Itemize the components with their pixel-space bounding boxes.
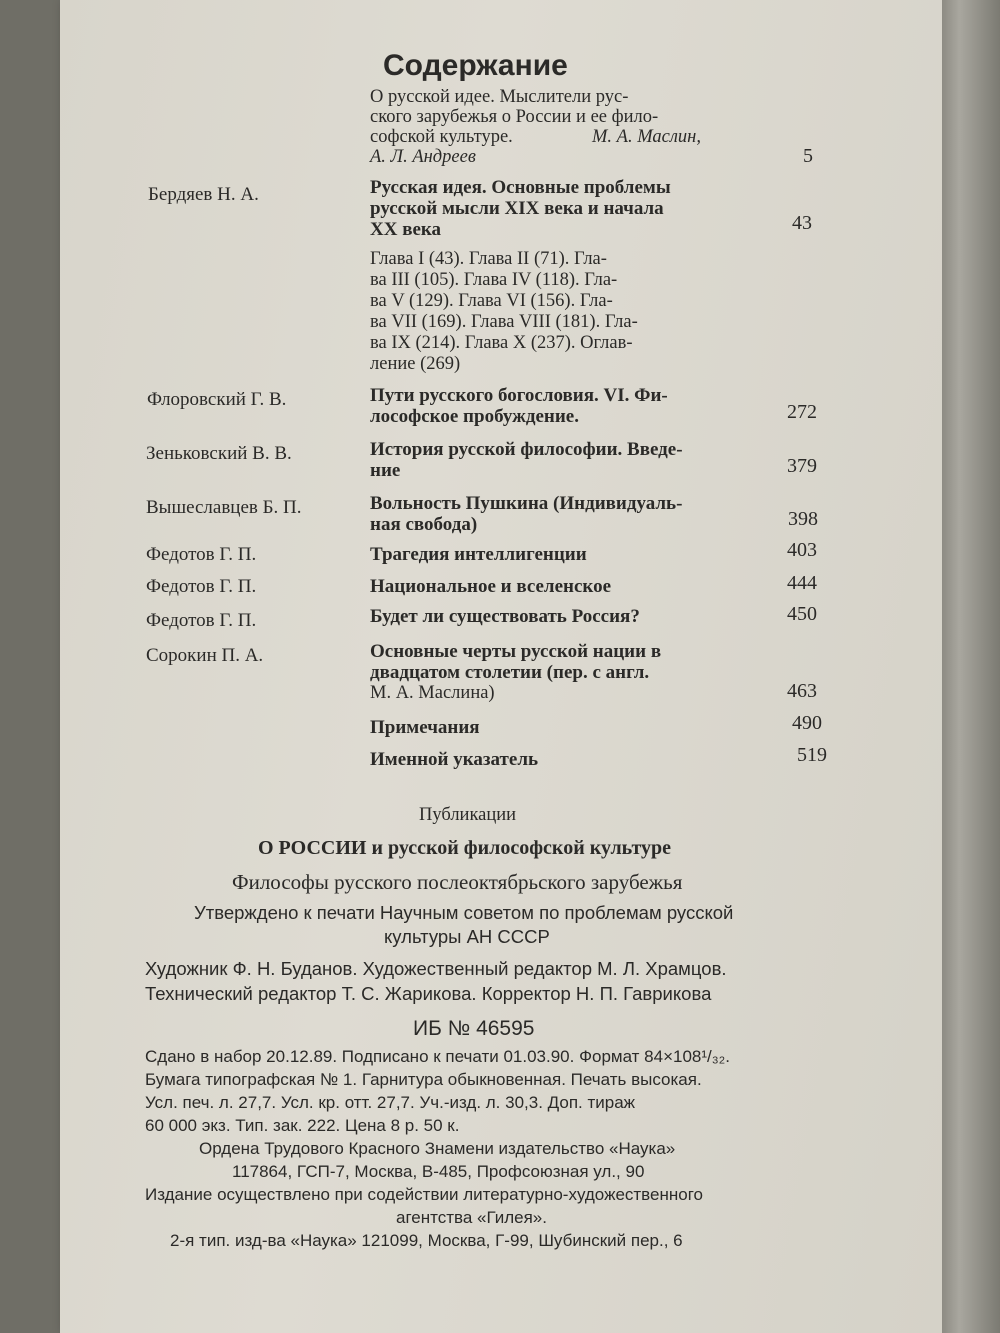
entry-title-line: ная свобода) — [370, 514, 478, 535]
entry-title-line: Будет ли существовать Россия? — [370, 606, 640, 627]
notes-entry: Примечания — [370, 717, 480, 738]
page-number: 5 — [803, 145, 813, 167]
page-title: Содержание — [383, 49, 568, 82]
entry-title-line: М. А. Маслина) — [370, 683, 495, 703]
entry-author: Флоровский Г. В. — [147, 389, 287, 410]
intro-line-1: О русской идее. Мыслители рус- — [370, 87, 629, 107]
entry-title-line: Вольность Пушкина (Индивидуаль- — [370, 493, 683, 514]
chapter-list-line: ва VII (169). Глава VIII (181). Гла- — [370, 312, 638, 332]
intro-line-2: ского зарубежья о России и ее фило- — [370, 107, 659, 127]
book-subtitle: Философы русского послеоктябрьского зарубежья — [232, 870, 683, 894]
staff-line: Художник Ф. Н. Буданов. Художественный редактор М. Л. Храмцов. — [145, 958, 727, 979]
chapter-list-line: ва V (129). Глава VI (156). Гла- — [370, 291, 613, 311]
staff-line: Технический редактор Т. С. Жарикова. Корректор Н. П. Гаврикова — [145, 983, 712, 1004]
chapter-list-line: ление (269) — [370, 354, 461, 374]
chapter-list-line: Глава I (43). Глава II (71). Гла- — [370, 249, 607, 269]
chapter-list-line: ва III (105). Глава IV (118). Гла- — [370, 270, 618, 290]
entry-title-line: Национальное и вселенское — [370, 576, 612, 597]
print-details-line: Бумага типографская № 1. Гарнитура обыкновенная. Печать высокая. — [145, 1070, 702, 1089]
intro-line-3: софской культуре. — [370, 127, 513, 147]
intro-authors: М. А. Маслин, — [592, 127, 701, 147]
publisher-line: Ордена Трудового Красного Знамени издательство «Наука» — [199, 1139, 676, 1158]
book-title: О РОССИИ и русской философской культуре — [258, 837, 672, 859]
intro-authors-2: А. Л. Андреев — [370, 147, 476, 167]
index-entry: Именной указатель — [370, 749, 539, 770]
entry-author: Вышеславцев Б. П. — [146, 497, 302, 518]
approval-line: культуры АН СССР — [384, 926, 550, 947]
series-label: Публикации — [419, 805, 517, 825]
entry-author: Федотов Г. П. — [146, 576, 257, 597]
entry-title-line: История русской философии. Введе- — [370, 439, 683, 460]
entry-title-line: Пути русского богословия. VI. Фи- — [370, 385, 668, 406]
page-number: 444 — [787, 572, 817, 594]
page-number: 450 — [787, 603, 817, 625]
entry-title-line: ние — [370, 460, 401, 481]
page-number: 398 — [788, 508, 818, 530]
page-number: 519 — [797, 744, 827, 766]
entry-title-line: двадцатом столетии (пер. с англ. — [370, 662, 650, 683]
entry-author: Федотов Г. П. — [146, 544, 257, 565]
publisher-line: Издание осуществлено при содействии литературно-художественного — [145, 1185, 703, 1204]
chapter-list-line: ва IX (214). Глава X (237). Оглав- — [370, 333, 633, 353]
entry-title-line: русской мысли XIX века и начала — [370, 198, 664, 219]
page-number: 43 — [792, 212, 812, 234]
print-details-line: 60 000 экз. Тип. зак. 222. Цена 8 р. 50 к. — [145, 1116, 460, 1135]
print-details-line: Усл. печ. л. 27,7. Усл. кр. отт. 27,7. Уч.-изд. л. 30,3. Доп. тираж — [145, 1093, 636, 1112]
entry-title-line: Трагедия интеллигенции — [370, 544, 587, 565]
entry-author: Зеньковский В. В. — [146, 443, 292, 464]
page-number: 379 — [787, 455, 817, 477]
page-number: 463 — [787, 680, 817, 702]
entry-author: Бердяев Н. А. — [148, 184, 259, 205]
page-number: 403 — [787, 539, 817, 561]
entry-title-line: Русская идея. Основные проблемы — [370, 177, 671, 198]
entry-author: Федотов Г. П. — [146, 610, 257, 631]
entry-author: Сорокин П. А. — [146, 645, 264, 666]
printing-house-line: 2-я тип. изд-ва «Наука» 121099, Москва, Г-99, Шубинский пер., 6 — [170, 1231, 683, 1250]
page-number: 272 — [787, 401, 817, 423]
entry-title-line: лософское пробуждение. — [370, 406, 579, 427]
page-edge — [942, 0, 1000, 1333]
entry-title-line: XX века — [370, 219, 442, 240]
print-details-line: Сдано в набор 20.12.89. Подписано к печати 01.03.90. Формат 84×108¹/₃₂. — [145, 1047, 731, 1066]
publisher-line: 117864, ГСП-7, Москва, В-485, Профсоюзная ул., 90 — [232, 1162, 645, 1181]
ib-number: ИБ № 46595 — [413, 1017, 535, 1040]
publisher-line: агентства «Гилея». — [396, 1208, 547, 1227]
entry-title-line: Основные черты русской нации в — [370, 641, 662, 662]
approval-line: Утверждено к печати Научным советом по проблемам русской — [194, 902, 734, 923]
page-number: 490 — [792, 712, 822, 734]
